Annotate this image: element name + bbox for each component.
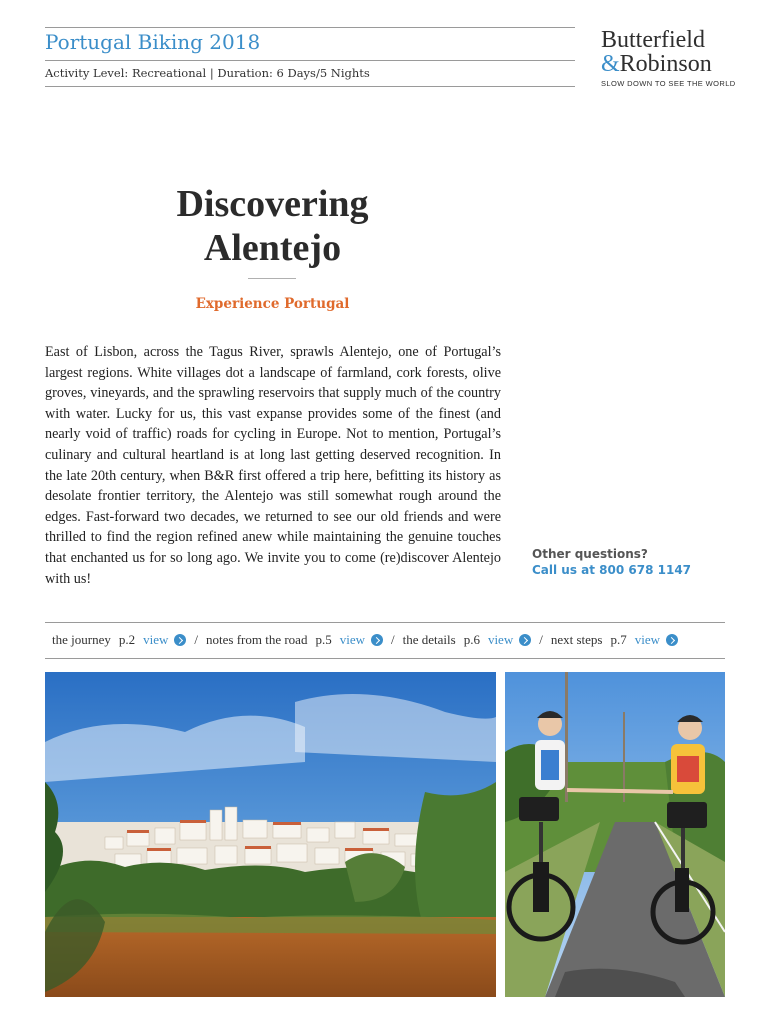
- intro-paragraph: East of Lisbon, across the Tagus River, sprawls Alentejo, one of Portugal’s largest regions. White villages dot a landscape of farmland, cork forests, olive groves, vineyards, and the sprawling reservoirs that supply much of the country with water. Lucky for us, this vast expanse provides some of the finest (and nearly void of traffic) roads for cycling in Europe. Not to mention, Portugal’s culinary and cultural heartland is at long last getting deserved recognition. In the late 20th century, when B&R first offered a trip here, befitting its history as desolate frontier territory, the Alentejo was still somewhat rough around the edges. Fast-forward two decades, we returned to see our old friends and were thrilled to find the region refined anew while maintaining the genuine touches that enchanted us for so long ago. We invite you to come (re)discover Alentejo with us!: [45, 344, 501, 587]
- logo-tagline: SLOW DOWN TO SEE THE WORLD: [601, 79, 736, 88]
- view-label: view: [634, 632, 661, 647]
- nav-separator: /: [194, 632, 198, 647]
- nav-page: p.5: [315, 632, 332, 647]
- section-nav: [45, 622, 725, 658]
- header-top-rule: [45, 27, 575, 28]
- header-subtitle: Activity Level: Recreational | Duration: 6 Days/5 Nights: [45, 66, 370, 80]
- view-label: view: [339, 632, 365, 647]
- nav-label: the details: [402, 632, 456, 647]
- nav-separator: /: [539, 632, 543, 647]
- view-label: view: [143, 632, 169, 647]
- nav-bottom-rule: [45, 658, 725, 659]
- title-divider: [248, 278, 296, 279]
- page-title-line1: Discovering: [176, 183, 369, 225]
- nav-separator: /: [390, 632, 395, 647]
- nav-item-notes: [206, 632, 383, 648]
- page-title-line2: Alentejo: [203, 227, 342, 269]
- village-landscape-photo: [45, 672, 496, 997]
- logo-ampersand: &: [601, 51, 620, 77]
- page-title: [45, 182, 500, 270]
- view-notes-link[interactable]: [340, 632, 383, 648]
- arrow-right-icon: [519, 634, 531, 646]
- view-journey-link[interactable]: [143, 632, 186, 648]
- brand-logo[interactable]: [601, 27, 736, 88]
- header-bottom-rule: [45, 86, 575, 87]
- logo-line1: Butterfield: [601, 27, 705, 53]
- header-middle-rule: [45, 60, 575, 61]
- other-questions-label: Other questions?: [532, 547, 648, 561]
- view-label: view: [487, 632, 514, 647]
- arrow-right-icon: [371, 634, 383, 646]
- nav-label: next steps: [550, 632, 603, 647]
- arrow-right-icon: [666, 634, 678, 646]
- nav-page: p.6: [463, 632, 480, 647]
- view-details-link[interactable]: [488, 632, 531, 648]
- nav-item-journey: [52, 632, 186, 648]
- call-us-link[interactable]: Call us at 800 678 1147: [532, 563, 692, 577]
- nav-label: notes from the road: [206, 632, 308, 647]
- nav-item-details: [403, 632, 532, 648]
- arrow-right-icon: [174, 634, 186, 646]
- nav-label: the journey: [52, 632, 111, 647]
- nav-item-next-steps: [551, 632, 678, 648]
- cyclists-photo: [505, 672, 725, 997]
- logo-line2: [601, 52, 731, 76]
- nav-page: p.2: [118, 632, 136, 647]
- nav-page: p.7: [610, 632, 627, 647]
- logo-line2-text: Robinson: [619, 51, 712, 77]
- header-title: Portugal Biking 2018: [45, 30, 261, 54]
- section-subtitle: Experience Portugal: [195, 296, 350, 312]
- view-next-steps-link[interactable]: [635, 632, 678, 648]
